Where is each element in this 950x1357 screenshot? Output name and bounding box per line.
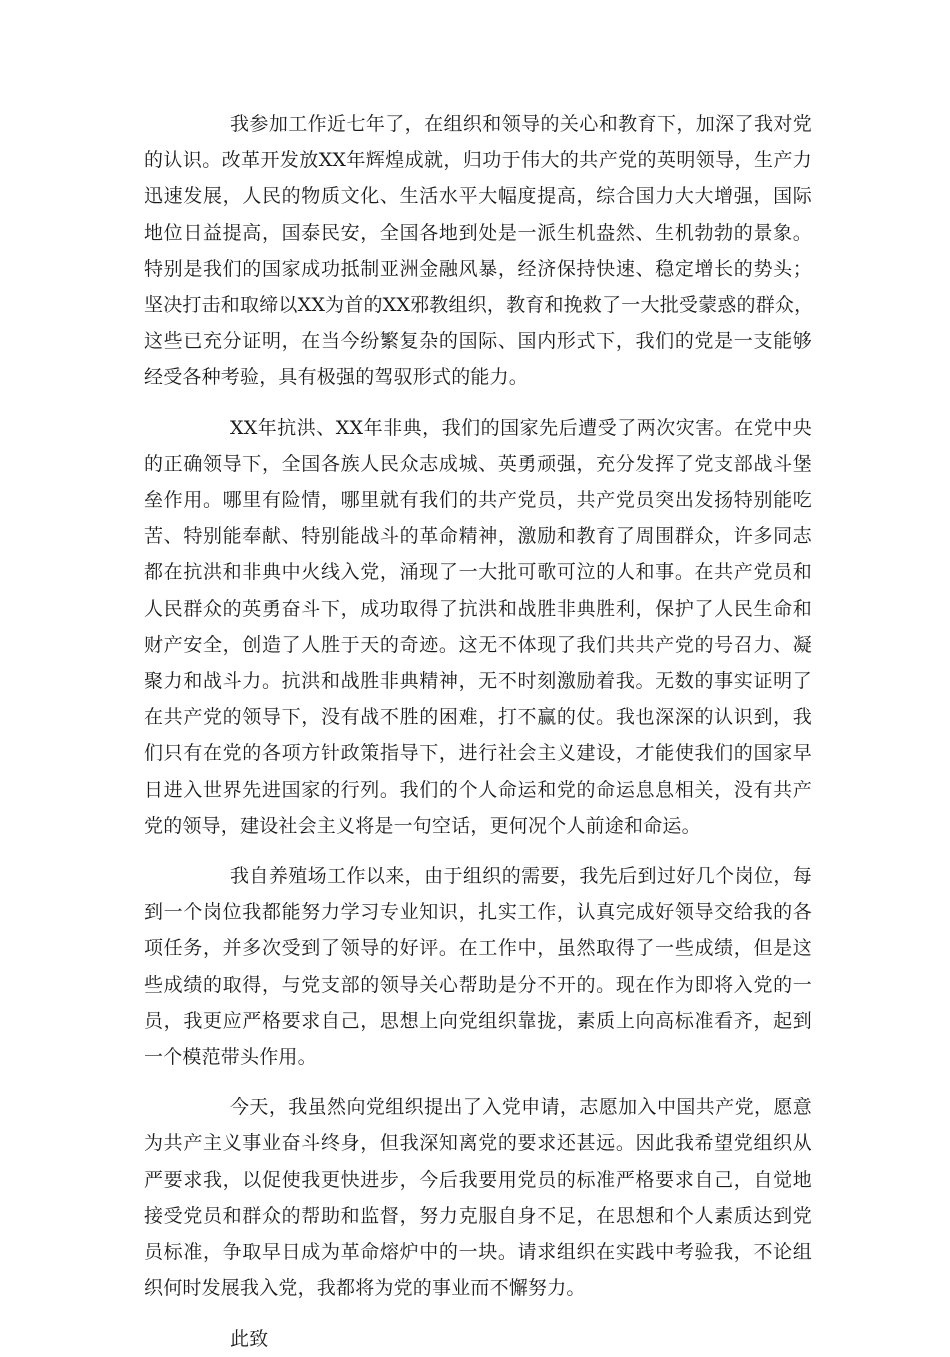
text-line: 经受各种考验，具有极强的驾驭形式的能力。 xyxy=(144,366,529,389)
letter-body xyxy=(144,106,812,1357)
text-line: 些成绩的取得，与党支部的领导关心帮助是分不开的。现在作为即将入党的一 xyxy=(144,973,812,996)
text-line: 党的领导，建设社会主义将是一句空话，更何况个人前途和命运。 xyxy=(144,814,701,837)
text-line: 财产安全，创造了人胜于天的奇迹。这无不体现了我们共共产党的号召力、凝 xyxy=(144,633,812,656)
text-line: 日进入世界先进国家的行列。我们的个人命运和党的命运息息相关，没有共产 xyxy=(144,778,812,801)
text-line: 坚决打击和取缔以XX为首的XX邪教组织，教育和挽救了一大批受蒙惑的群众， xyxy=(144,294,814,317)
text-line: 今天，我虽然向党组织提出了入党申请，志愿加入中国共产党，愿意 xyxy=(230,1096,812,1119)
text-line: XX年抗洪、XX年非典，我们的国家先后遭受了两次灾害。在党中央 xyxy=(230,416,812,439)
text-line: 一个模范带头作用。 xyxy=(144,1046,317,1069)
text-line: 人民群众的英勇奋斗下，成功取得了抗洪和战胜非典胜利，保护了人民生命和 xyxy=(144,597,812,620)
paragraph-2 xyxy=(144,410,812,844)
paragraph-3 xyxy=(144,858,812,1075)
text-line: 垒作用。哪里有险情，哪里就有我们的共产党员，共产党员突出发扬特别能吃 xyxy=(144,489,812,512)
text-line: 迅速发展，人民的物质文化、生活水平大幅度提高，综合国力大大增强，国际 xyxy=(144,185,812,208)
text-line: 在共产党的领导下，没有战不胜的困难，打不赢的仗。我也深深的认识到，我 xyxy=(144,706,812,729)
text-line: 们只有在党的各项方针政策指导下，进行社会主义建设，才能使我们的国家早 xyxy=(144,742,812,765)
text-line: 苦、特别能奉献、特别能战斗的革命精神，激励和教育了周围群众，许多同志 xyxy=(144,525,812,548)
text-line: 到一个岗位我都能努力学习专业知识，扎实工作，认真完成好领导交给我的各 xyxy=(144,901,812,924)
text-line: 都在抗洪和非典中火线入党，涌现了一大批可歌可泣的人和事。在共产党员和 xyxy=(144,561,812,584)
paragraph-1 xyxy=(144,106,812,396)
text-line: 为共产主义事业奋斗终身，但我深知离党的要求还甚远。因此我希望党组织从 xyxy=(144,1132,812,1155)
text-line: 员标准，争取早日成为革命熔炉中的一块。请求组织在实践中考验我，不论组 xyxy=(144,1241,812,1264)
text-line: 织何时发展我入党，我都将为党的事业而不懈努力。 xyxy=(144,1277,586,1300)
text-line: 特别是我们的国家成功抵制亚洲金融风暴，经济保持快速、稳定增长的势头； xyxy=(144,257,812,280)
text-line: 这些已充分证明，在当今纷繁复杂的国际、国内形式下，我们的党是一支能够 xyxy=(144,330,812,353)
paragraph-4 xyxy=(144,1089,812,1306)
text-line: 项任务，并多次受到了领导的好评。在工作中，虽然取得了一些成绩，但是这 xyxy=(144,937,812,960)
text-line: 严要求我，以促使我更快进步，今后我要用党员的标准严格要求自己，自觉地 xyxy=(144,1168,812,1191)
text-line: 接受党员和群众的帮助和监督，努力克服自身不足，在思想和个人素质达到党 xyxy=(144,1204,812,1227)
text-line: 我自养殖场工作以来，由于组织的需要，我先后到过好几个岗位，每 xyxy=(230,865,812,888)
text-line: 的认识。改革开发放XX年辉煌成就，归功于伟大的共产党的英明领导，生产力 xyxy=(144,149,812,172)
text-line: 员，我更应严格要求自己，思想上向党组织靠拢，素质上向高标准看齐，起到 xyxy=(144,1009,812,1032)
text-line: 的正确领导下，全国各族人民众志成城、英勇顽强，充分发挥了党支部战斗堡 xyxy=(144,452,812,475)
text-line: 我参加工作近七年了，在组织和领导的关心和教育下，加深了我对党 xyxy=(230,113,812,135)
closing-salutation: 此致 xyxy=(230,1327,269,1350)
text-line: 地位日益提高，国泰民安，全国各地到处是一派生机盎然、生机勃勃的景象。 xyxy=(144,221,812,244)
text-line: 聚力和战斗力。抗洪和战胜非典精神，无不时刻激励着我。无数的事实证明了 xyxy=(144,670,812,693)
